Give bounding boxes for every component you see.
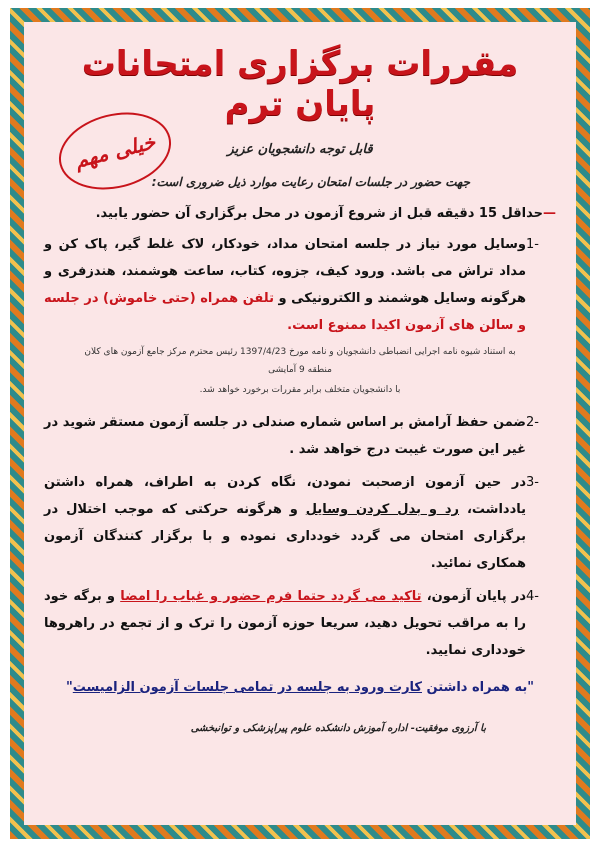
rule-text	[44, 231, 526, 339]
rule-item-4	[44, 583, 556, 664]
rule-item-3	[44, 469, 556, 577]
rule-item-2	[44, 409, 556, 463]
red-dash-marker: —	[543, 206, 556, 221]
rule-text-part: وسایل مورد نیاز در جلسه امتحان مداد، خودکار، لاک غلط گیر، پاک کن و مداد تراش می باشد. ورود کیف، جزوه، کتاب، ساعت هوشمند، هندزفری و هرگونه وسایل هوشمند و الکترونیکی و	[44, 237, 526, 306]
rule-number: 3-	[526, 475, 539, 490]
rule-item-1	[44, 231, 556, 339]
violation-note: با دانشجویان متخلف برابر مقررات برخورد خواهد شد.	[199, 385, 401, 395]
rule-text-underlined: رد و بدل کردن وسایل	[305, 502, 460, 517]
rule-number: 2-	[526, 415, 539, 430]
attention-line: قابل توجه دانشجویان عزیز	[227, 142, 373, 157]
notice-page	[24, 22, 576, 825]
rule-text-part: و برگه خود را به مراقب تحویل دهید، سریعا حوزه آزمون را ترک و از تجمع در راهروها خودداری نمایید.	[44, 589, 526, 658]
entry-card-reminder	[44, 680, 556, 695]
signature: با آرزوی موفقیت- اداره آموزش دانشکده علوم پیراپزشکی و توانبخشی	[190, 723, 486, 734]
rule-number: 1-	[526, 237, 539, 252]
intro-heading: جهت حضور در جلسات امتحان رعایت موارد ذیل ضروری است:	[151, 175, 470, 189]
rule-text-highlight: تلفن همراه (حتی خاموش) در جلسه و سالن های آزمون اکیدا ممنوع است.	[44, 291, 526, 333]
quote-underlined: کارت ورود به جلسه در تمامی جلسات آزمون الزامیست	[72, 680, 422, 695]
intro-line	[44, 203, 556, 225]
rule-text-part: و هرگونه حرکتی که موجب اختلال در برگزاری امتحان می گردد خودداری نموده و با برگزار کنندگان آزمون همکاری نمائید.	[44, 502, 526, 571]
rule-text-highlight: تاکید می گردد حتما فرم حضور و غیاب را امضا	[120, 589, 422, 604]
rule-number: 4-	[526, 589, 539, 604]
rule-text	[44, 469, 526, 577]
page-title: مقررات برگزاری امتحانات پایان ترم	[81, 44, 519, 124]
rule-text-part: در حین آزمون ازصحبت نمودن، نگاه کردن به اطراف، همراه داشتن یادداشت،	[44, 475, 526, 517]
rule-text-part: در پایان آزمون،	[426, 589, 526, 604]
quote-end: "	[66, 680, 73, 695]
rule-text: ضمن حفظ آرامش بر اساس شماره صندلی در جلسه آزمون مستقر شوید در غیر این صورت غیبت درج خواهد شد .	[44, 415, 526, 457]
important-stamp-text: خیلی مهم	[72, 129, 158, 173]
reference-note: به استناد شیوه نامه اجرایی انضباطی دانشجویان و نامه مورخ 1397/4/23 رئیس محترم مرکز جامع آزمون های کلان منطقه 9 آمایشی	[84, 347, 516, 375]
quote-start: "به همراه داشتن	[426, 680, 534, 695]
intro-line-text: حداقل 15 دقیقه قبل از شروع آزمون در محل برگزاری آن حضور یابید.	[95, 206, 543, 221]
rule-text	[44, 583, 526, 664]
